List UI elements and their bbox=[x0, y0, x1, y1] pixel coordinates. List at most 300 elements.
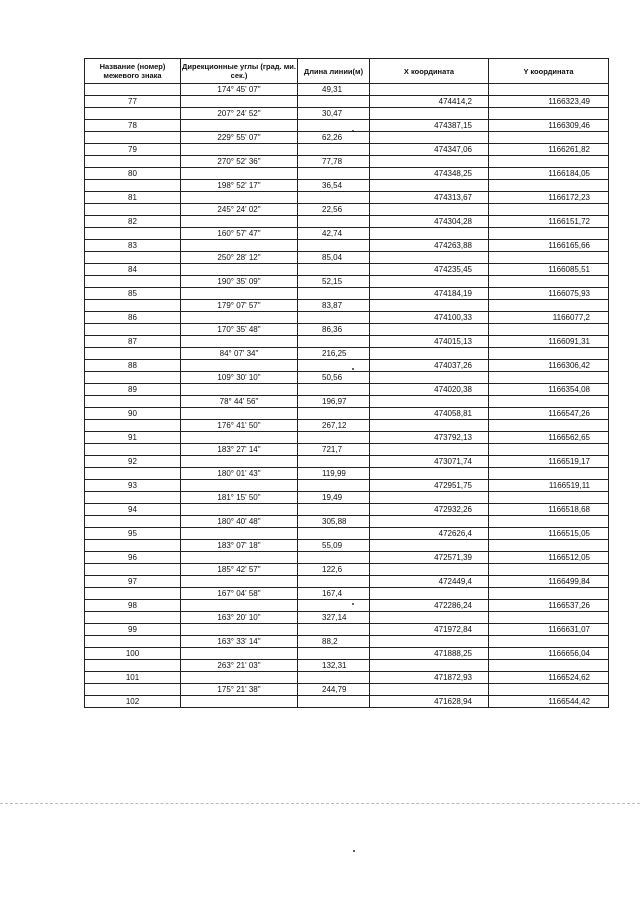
cell-mark-name: 85 bbox=[85, 288, 181, 300]
cell-mark-name bbox=[85, 612, 181, 624]
table-row bbox=[85, 384, 609, 396]
cell-y-coordinate bbox=[489, 276, 609, 288]
cell-y-coordinate: 1166524,62 bbox=[489, 672, 609, 684]
cell-y-coordinate bbox=[489, 564, 609, 576]
table-row bbox=[85, 108, 609, 120]
table-row bbox=[85, 696, 609, 708]
table-row bbox=[85, 312, 609, 324]
cell-y-coordinate bbox=[489, 84, 609, 96]
cell-direction-angle bbox=[181, 192, 298, 204]
cell-y-coordinate bbox=[489, 636, 609, 648]
cell-y-coordinate bbox=[489, 468, 609, 480]
cell-direction-angle bbox=[181, 504, 298, 516]
cell-mark-name: 83 bbox=[85, 240, 181, 252]
cell-direction-angle: 229° 55' 07" bbox=[181, 132, 298, 144]
table-row bbox=[85, 456, 609, 468]
table-row bbox=[85, 156, 609, 168]
cell-x-coordinate bbox=[370, 420, 489, 432]
cell-direction-angle: 263° 21' 03" bbox=[181, 660, 298, 672]
cell-direction-angle: 250° 28' 12" bbox=[181, 252, 298, 264]
cell-mark-name: 78 bbox=[85, 120, 181, 132]
cell-mark-name: 99 bbox=[85, 624, 181, 636]
cell-direction-angle bbox=[181, 240, 298, 252]
cell-y-coordinate: 1166562,65 bbox=[489, 432, 609, 444]
cell-mark-name: 79 bbox=[85, 144, 181, 156]
cell-mark-name bbox=[85, 540, 181, 552]
cell-mark-name bbox=[85, 684, 181, 696]
cell-line-length bbox=[298, 624, 370, 636]
cell-x-coordinate: 474037,26 bbox=[370, 360, 489, 372]
cell-line-length bbox=[298, 672, 370, 684]
cell-y-coordinate: 1166151,72 bbox=[489, 216, 609, 228]
cell-line-length: 50,56 bbox=[298, 372, 370, 384]
cell-line-length bbox=[298, 312, 370, 324]
cell-line-length bbox=[298, 192, 370, 204]
cell-mark-name: 91 bbox=[85, 432, 181, 444]
cell-direction-angle: 270° 52' 36" bbox=[181, 156, 298, 168]
table-row bbox=[85, 276, 609, 288]
cell-line-length bbox=[298, 648, 370, 660]
cell-y-coordinate: 1166512,05 bbox=[489, 552, 609, 564]
cell-direction-angle: 78° 44' 56" bbox=[181, 396, 298, 408]
cell-line-length bbox=[298, 360, 370, 372]
cell-direction-angle bbox=[181, 264, 298, 276]
cell-direction-angle: 175° 21' 38" bbox=[181, 684, 298, 696]
cell-x-coordinate bbox=[370, 228, 489, 240]
cell-mark-name bbox=[85, 444, 181, 456]
table-row bbox=[85, 576, 609, 588]
cell-direction-angle: 163° 33' 14" bbox=[181, 636, 298, 648]
table-row bbox=[85, 252, 609, 264]
cell-direction-angle: 170° 35' 48" bbox=[181, 324, 298, 336]
table-row bbox=[85, 144, 609, 156]
cell-x-coordinate bbox=[370, 204, 489, 216]
table-row bbox=[85, 684, 609, 696]
cell-mark-name bbox=[85, 180, 181, 192]
cell-mark-name bbox=[85, 156, 181, 168]
cell-line-length: 86,36 bbox=[298, 324, 370, 336]
scan-speck bbox=[353, 850, 355, 852]
cell-mark-name: 101 bbox=[85, 672, 181, 684]
table-row bbox=[85, 636, 609, 648]
cell-x-coordinate bbox=[370, 492, 489, 504]
table-row bbox=[85, 240, 609, 252]
cell-x-coordinate: 473792,13 bbox=[370, 432, 489, 444]
cell-line-length bbox=[298, 504, 370, 516]
cell-direction-angle bbox=[181, 168, 298, 180]
cell-y-coordinate: 1166172,23 bbox=[489, 192, 609, 204]
table-row bbox=[85, 672, 609, 684]
cell-x-coordinate bbox=[370, 372, 489, 384]
cell-y-coordinate: 1166091,31 bbox=[489, 336, 609, 348]
cell-x-coordinate: 472626,4 bbox=[370, 528, 489, 540]
cell-y-coordinate: 1166085,51 bbox=[489, 264, 609, 276]
cell-line-length: 196,97 bbox=[298, 396, 370, 408]
cell-x-coordinate: 474313,67 bbox=[370, 192, 489, 204]
cell-mark-name bbox=[85, 564, 181, 576]
table-row bbox=[85, 180, 609, 192]
cell-line-length: 52,15 bbox=[298, 276, 370, 288]
cell-direction-angle: 245° 24' 02" bbox=[181, 204, 298, 216]
cell-y-coordinate: 1166544,42 bbox=[489, 696, 609, 708]
cell-x-coordinate: 471972,84 bbox=[370, 624, 489, 636]
table-row bbox=[85, 444, 609, 456]
cell-line-length bbox=[298, 96, 370, 108]
header-line-length: Длина линии(м) bbox=[298, 59, 370, 84]
cell-direction-angle: 183° 27' 14" bbox=[181, 444, 298, 456]
cell-x-coordinate bbox=[370, 108, 489, 120]
cell-mark-name: 96 bbox=[85, 552, 181, 564]
header-mark-name: Название (номер) межевого знака bbox=[85, 59, 181, 84]
cell-x-coordinate: 471888,25 bbox=[370, 648, 489, 660]
cell-direction-angle bbox=[181, 96, 298, 108]
table-row bbox=[85, 564, 609, 576]
table-row bbox=[85, 264, 609, 276]
cell-x-coordinate: 474348,25 bbox=[370, 168, 489, 180]
cell-direction-angle bbox=[181, 624, 298, 636]
table-row bbox=[85, 288, 609, 300]
cell-y-coordinate bbox=[489, 612, 609, 624]
cell-mark-name bbox=[85, 660, 181, 672]
table-row bbox=[85, 324, 609, 336]
cell-x-coordinate bbox=[370, 444, 489, 456]
cell-mark-name: 80 bbox=[85, 168, 181, 180]
cell-mark-name bbox=[85, 588, 181, 600]
cell-line-length: 77,78 bbox=[298, 156, 370, 168]
cell-mark-name: 95 bbox=[85, 528, 181, 540]
cell-mark-name: 100 bbox=[85, 648, 181, 660]
cell-y-coordinate: 1166631,07 bbox=[489, 624, 609, 636]
cell-x-coordinate: 472571,39 bbox=[370, 552, 489, 564]
cell-mark-name: 88 bbox=[85, 360, 181, 372]
cell-x-coordinate: 474414,2 bbox=[370, 96, 489, 108]
cell-line-length: 88,2 bbox=[298, 636, 370, 648]
cell-line-length bbox=[298, 288, 370, 300]
cell-direction-angle bbox=[181, 312, 298, 324]
table-row bbox=[85, 348, 609, 360]
cell-x-coordinate bbox=[370, 348, 489, 360]
table-row bbox=[85, 600, 609, 612]
cell-line-length bbox=[298, 144, 370, 156]
cell-direction-angle bbox=[181, 336, 298, 348]
cell-line-length: 167,4 bbox=[298, 588, 370, 600]
cell-y-coordinate: 1166519,17 bbox=[489, 456, 609, 468]
cell-mark-name bbox=[85, 252, 181, 264]
cell-y-coordinate: 1166656,04 bbox=[489, 648, 609, 660]
cell-direction-angle: 179° 07' 57" bbox=[181, 300, 298, 312]
table-row bbox=[85, 372, 609, 384]
cell-mark-name bbox=[85, 636, 181, 648]
cell-line-length bbox=[298, 432, 370, 444]
cell-line-length bbox=[298, 480, 370, 492]
cell-direction-angle: 185° 42' 57" bbox=[181, 564, 298, 576]
cell-line-length bbox=[298, 264, 370, 276]
cell-x-coordinate: 474387,15 bbox=[370, 120, 489, 132]
table-row bbox=[85, 612, 609, 624]
cell-line-length bbox=[298, 336, 370, 348]
cell-y-coordinate bbox=[489, 300, 609, 312]
cell-direction-angle bbox=[181, 408, 298, 420]
cell-y-coordinate bbox=[489, 204, 609, 216]
cell-direction-angle: 180° 40' 48" bbox=[181, 516, 298, 528]
cell-x-coordinate: 474184,19 bbox=[370, 288, 489, 300]
cell-line-length: 30,47 bbox=[298, 108, 370, 120]
table-row bbox=[85, 492, 609, 504]
cell-mark-name: 97 bbox=[85, 576, 181, 588]
cell-direction-angle bbox=[181, 600, 298, 612]
cell-mark-name bbox=[85, 468, 181, 480]
cell-y-coordinate bbox=[489, 420, 609, 432]
cell-line-length bbox=[298, 600, 370, 612]
cell-line-length: 36,54 bbox=[298, 180, 370, 192]
cell-direction-angle: 181° 15' 50" bbox=[181, 492, 298, 504]
cell-y-coordinate: 1166518,68 bbox=[489, 504, 609, 516]
cell-line-length: 83,87 bbox=[298, 300, 370, 312]
cell-mark-name bbox=[85, 300, 181, 312]
cell-line-length bbox=[298, 456, 370, 468]
cell-mark-name: 98 bbox=[85, 600, 181, 612]
table-row bbox=[85, 516, 609, 528]
cell-mark-name: 82 bbox=[85, 216, 181, 228]
cell-mark-name bbox=[85, 420, 181, 432]
table-row bbox=[85, 300, 609, 312]
cell-direction-angle bbox=[181, 360, 298, 372]
cell-direction-angle bbox=[181, 576, 298, 588]
cell-y-coordinate: 1166075,93 bbox=[489, 288, 609, 300]
cell-mark-name bbox=[85, 348, 181, 360]
cell-y-coordinate: 1166184,05 bbox=[489, 168, 609, 180]
cell-line-length bbox=[298, 528, 370, 540]
cell-x-coordinate bbox=[370, 540, 489, 552]
table-row bbox=[85, 336, 609, 348]
cell-x-coordinate: 474235,45 bbox=[370, 264, 489, 276]
cell-x-coordinate bbox=[370, 564, 489, 576]
table-row bbox=[85, 204, 609, 216]
cell-x-coordinate bbox=[370, 156, 489, 168]
cell-mark-name: 92 bbox=[85, 456, 181, 468]
table-row bbox=[85, 552, 609, 564]
table-row bbox=[85, 360, 609, 372]
cell-direction-angle bbox=[181, 456, 298, 468]
table-header-row bbox=[85, 59, 609, 84]
cell-direction-angle: 160° 57' 47" bbox=[181, 228, 298, 240]
cell-direction-angle bbox=[181, 288, 298, 300]
cell-y-coordinate: 1166519,11 bbox=[489, 480, 609, 492]
cell-line-length: 216,25 bbox=[298, 348, 370, 360]
cell-x-coordinate: 474347,06 bbox=[370, 144, 489, 156]
table-row bbox=[85, 588, 609, 600]
cell-x-coordinate: 471628,94 bbox=[370, 696, 489, 708]
cell-x-coordinate bbox=[370, 588, 489, 600]
cell-y-coordinate: 1166306,42 bbox=[489, 360, 609, 372]
table-row bbox=[85, 432, 609, 444]
table-row bbox=[85, 132, 609, 144]
table-row bbox=[85, 396, 609, 408]
cell-mark-name: 86 bbox=[85, 312, 181, 324]
cell-x-coordinate: 474015,13 bbox=[370, 336, 489, 348]
cell-direction-angle bbox=[181, 216, 298, 228]
cell-line-length: 62,26 bbox=[298, 132, 370, 144]
cell-line-length: 721,7 bbox=[298, 444, 370, 456]
cell-direction-angle: 190° 35' 09" bbox=[181, 276, 298, 288]
cell-x-coordinate bbox=[370, 84, 489, 96]
cell-x-coordinate: 472932,26 bbox=[370, 504, 489, 516]
table-row bbox=[85, 216, 609, 228]
cell-mark-name bbox=[85, 204, 181, 216]
cell-y-coordinate bbox=[489, 348, 609, 360]
cell-y-coordinate: 1166323,49 bbox=[489, 96, 609, 108]
cell-y-coordinate: 1166077,2 bbox=[489, 312, 609, 324]
cell-y-coordinate bbox=[489, 372, 609, 384]
cell-line-length: 19,49 bbox=[298, 492, 370, 504]
table-row bbox=[85, 84, 609, 96]
cell-direction-angle bbox=[181, 552, 298, 564]
cell-x-coordinate: 474100,33 bbox=[370, 312, 489, 324]
cell-x-coordinate bbox=[370, 324, 489, 336]
cell-direction-angle: 109° 30' 10" bbox=[181, 372, 298, 384]
cell-y-coordinate: 1166165,66 bbox=[489, 240, 609, 252]
cell-x-coordinate bbox=[370, 252, 489, 264]
cell-line-length: 42,74 bbox=[298, 228, 370, 240]
cell-mark-name: 87 bbox=[85, 336, 181, 348]
cell-x-coordinate bbox=[370, 396, 489, 408]
cell-x-coordinate: 474304,28 bbox=[370, 216, 489, 228]
cell-mark-name: 94 bbox=[85, 504, 181, 516]
cell-x-coordinate bbox=[370, 516, 489, 528]
header-x-coordinate: X координата bbox=[370, 59, 489, 84]
table-row bbox=[85, 228, 609, 240]
cell-mark-name bbox=[85, 132, 181, 144]
cell-mark-name bbox=[85, 516, 181, 528]
cell-x-coordinate bbox=[370, 612, 489, 624]
cell-y-coordinate bbox=[489, 540, 609, 552]
cell-mark-name bbox=[85, 492, 181, 504]
scan-fold-line bbox=[0, 803, 640, 804]
table-row bbox=[85, 168, 609, 180]
cell-line-length: 55,09 bbox=[298, 540, 370, 552]
cell-y-coordinate: 1166309,46 bbox=[489, 120, 609, 132]
cell-y-coordinate bbox=[489, 132, 609, 144]
table-row bbox=[85, 624, 609, 636]
cell-line-length bbox=[298, 576, 370, 588]
cell-y-coordinate bbox=[489, 660, 609, 672]
cell-mark-name: 81 bbox=[85, 192, 181, 204]
cell-mark-name: 102 bbox=[85, 696, 181, 708]
header-direction-angle: Дирекционные углы (град. ми. сек.) bbox=[181, 59, 298, 84]
table-row bbox=[85, 480, 609, 492]
cell-y-coordinate bbox=[489, 108, 609, 120]
cell-y-coordinate bbox=[489, 516, 609, 528]
cell-x-coordinate: 474263,88 bbox=[370, 240, 489, 252]
cell-y-coordinate: 1166261,82 bbox=[489, 144, 609, 156]
cell-x-coordinate bbox=[370, 636, 489, 648]
cell-x-coordinate: 471872,93 bbox=[370, 672, 489, 684]
cell-y-coordinate bbox=[489, 228, 609, 240]
cell-line-length bbox=[298, 120, 370, 132]
cell-direction-angle bbox=[181, 480, 298, 492]
cell-mark-name: 89 bbox=[85, 384, 181, 396]
header-y-coordinate: Y координата bbox=[489, 59, 609, 84]
cell-y-coordinate: 1166354,08 bbox=[489, 384, 609, 396]
cell-x-coordinate: 472286,24 bbox=[370, 600, 489, 612]
cell-x-coordinate: 472449,4 bbox=[370, 576, 489, 588]
cell-direction-angle: 183° 07' 18" bbox=[181, 540, 298, 552]
cell-y-coordinate: 1166515,05 bbox=[489, 528, 609, 540]
cell-direction-angle bbox=[181, 144, 298, 156]
cell-line-length: 327,14 bbox=[298, 612, 370, 624]
cell-mark-name bbox=[85, 108, 181, 120]
cell-x-coordinate bbox=[370, 180, 489, 192]
cell-line-length: 85,04 bbox=[298, 252, 370, 264]
table-row bbox=[85, 120, 609, 132]
cell-line-length bbox=[298, 240, 370, 252]
cell-direction-angle: 198° 52' 17" bbox=[181, 180, 298, 192]
cell-y-coordinate bbox=[489, 324, 609, 336]
cell-direction-angle bbox=[181, 432, 298, 444]
cell-direction-angle: 174° 45' 07" bbox=[181, 84, 298, 96]
cell-x-coordinate bbox=[370, 468, 489, 480]
cell-direction-angle bbox=[181, 528, 298, 540]
cell-mark-name bbox=[85, 324, 181, 336]
cell-direction-angle bbox=[181, 384, 298, 396]
table-row bbox=[85, 468, 609, 480]
cell-y-coordinate: 1166547,26 bbox=[489, 408, 609, 420]
cell-line-length bbox=[298, 408, 370, 420]
cell-x-coordinate bbox=[370, 300, 489, 312]
cell-direction-angle bbox=[181, 120, 298, 132]
cell-x-coordinate bbox=[370, 660, 489, 672]
cell-mark-name: 77 bbox=[85, 96, 181, 108]
cell-y-coordinate bbox=[489, 252, 609, 264]
cell-y-coordinate: 1166537,26 bbox=[489, 600, 609, 612]
table-row bbox=[85, 504, 609, 516]
cell-mark-name bbox=[85, 84, 181, 96]
cell-line-length: 305,88 bbox=[298, 516, 370, 528]
cell-x-coordinate: 472951,75 bbox=[370, 480, 489, 492]
cell-x-coordinate: 473071,74 bbox=[370, 456, 489, 468]
cell-line-length bbox=[298, 168, 370, 180]
cell-line-length: 22,56 bbox=[298, 204, 370, 216]
cell-direction-angle: 167° 04' 58" bbox=[181, 588, 298, 600]
cell-line-length bbox=[298, 552, 370, 564]
cell-mark-name bbox=[85, 396, 181, 408]
table-row bbox=[85, 408, 609, 420]
cell-direction-angle: 176° 41' 50" bbox=[181, 420, 298, 432]
cell-mark-name: 90 bbox=[85, 408, 181, 420]
cell-direction-angle: 180° 01' 43" bbox=[181, 468, 298, 480]
table-row bbox=[85, 528, 609, 540]
cell-direction-angle bbox=[181, 696, 298, 708]
cell-x-coordinate: 474058,81 bbox=[370, 408, 489, 420]
table-row bbox=[85, 540, 609, 552]
cell-y-coordinate bbox=[489, 492, 609, 504]
cell-mark-name: 93 bbox=[85, 480, 181, 492]
table-row bbox=[85, 96, 609, 108]
cell-y-coordinate bbox=[489, 444, 609, 456]
cell-line-length: 119,99 bbox=[298, 468, 370, 480]
table-row bbox=[85, 192, 609, 204]
cell-direction-angle bbox=[181, 648, 298, 660]
cell-x-coordinate bbox=[370, 276, 489, 288]
cell-line-length bbox=[298, 696, 370, 708]
cell-mark-name bbox=[85, 372, 181, 384]
table-row bbox=[85, 660, 609, 672]
cell-mark-name bbox=[85, 276, 181, 288]
cell-direction-angle: 84° 07' 34" bbox=[181, 348, 298, 360]
cell-x-coordinate bbox=[370, 684, 489, 696]
cell-line-length: 132,31 bbox=[298, 660, 370, 672]
cell-y-coordinate bbox=[489, 180, 609, 192]
